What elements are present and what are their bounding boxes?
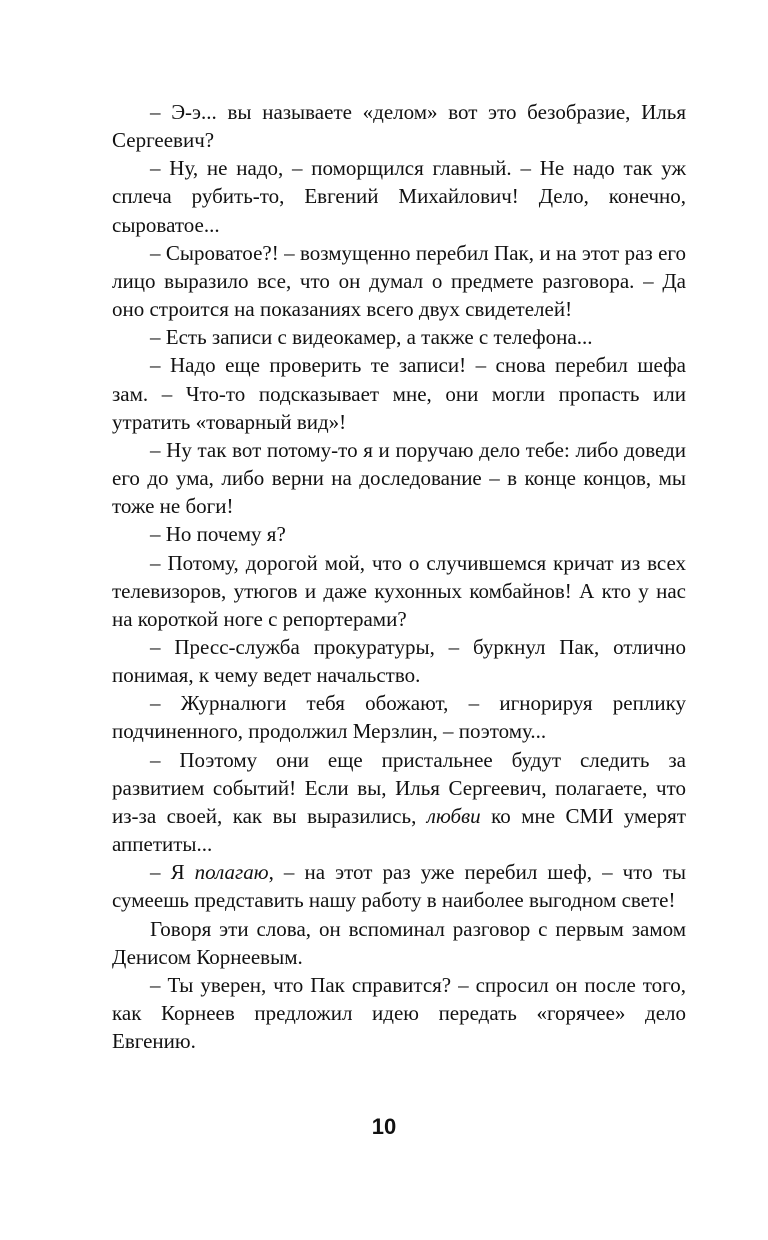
text-run: – Я — [150, 860, 195, 885]
paragraph: – Надо еще проверить те записи! – снова перебил шефа зам. – Что-то подсказывает мне, они могли пропасть или утратить «товарный вид»! — [112, 353, 686, 434]
paragraph: – Ну, не надо, – поморщился главный. – Не надо так уж сплеча рубить-то, Евгений Михайлович! Дело, конечно, сыроватое... — [112, 156, 686, 237]
paragraph: – Но почему я? — [150, 522, 286, 547]
text-run: , – на этот раз уже перебил шеф, – что ты сумеешь представить нашу работу в наиболее выгодном свете! — [112, 860, 686, 913]
paragraph — [112, 858, 686, 914]
paragraph: – Журналюги тебя обожают, – игнорируя реплику подчиненного, продолжил Мерзлин, – поэтому... — [112, 691, 686, 744]
text-run: ко мне СМИ умерят аппетиты... — [112, 803, 686, 857]
paragraph — [112, 746, 686, 859]
paragraph: Говоря эти слова, он вспоминал разговор с первым замом Денисом Корнеевым. — [112, 916, 686, 969]
paragraph: – Потому, дорогой мой, что о случившемся кричат из всех телевизоров, утюгов и даже кухонных комбайнов! А кто у нас на короткой ноге с репортерами? — [112, 550, 686, 631]
paragraph: – Пресс-служба прокуратуры, – буркнул Пак, отлично понимая, к чему ведет начальство. — [112, 634, 686, 688]
emphasis: полагаю — [194, 860, 269, 885]
page-body — [112, 98, 686, 1055]
paragraph: – Сыроватое?! – возмущенно перебил Пак, и на этот раз его лицо выразило все, что он думал о предмете разговора. – Да оно строится на показаниях всего двух свидетелей! — [112, 240, 686, 322]
paragraph: – Ты уверен, что Пак справится? – спросил он после того, как Корнеев предложил идею передать «горячее» дело Евгению. — [112, 972, 686, 1054]
emphasis: любви — [426, 803, 481, 828]
paragraph: – Э-э... вы называете «делом» вот это безобразие, Илья Сергеевич? — [112, 100, 686, 153]
page-number: 10 — [371, 1114, 397, 1139]
text-run: – Поэтому они еще пристальнее будут следить за развитием событий! Если вы, Илья Сергеевич, полагаете, что из-за своей, как вы выразились, — [112, 747, 686, 828]
paragraph: – Есть записи с видеокамер, а также с телефона... — [150, 325, 593, 350]
paragraph: – Ну так вот потому-то я и поручаю дело тебе: либо доведи его до ума, либо верни на доследование – в конце концов, мы тоже не боги! — [112, 437, 686, 519]
